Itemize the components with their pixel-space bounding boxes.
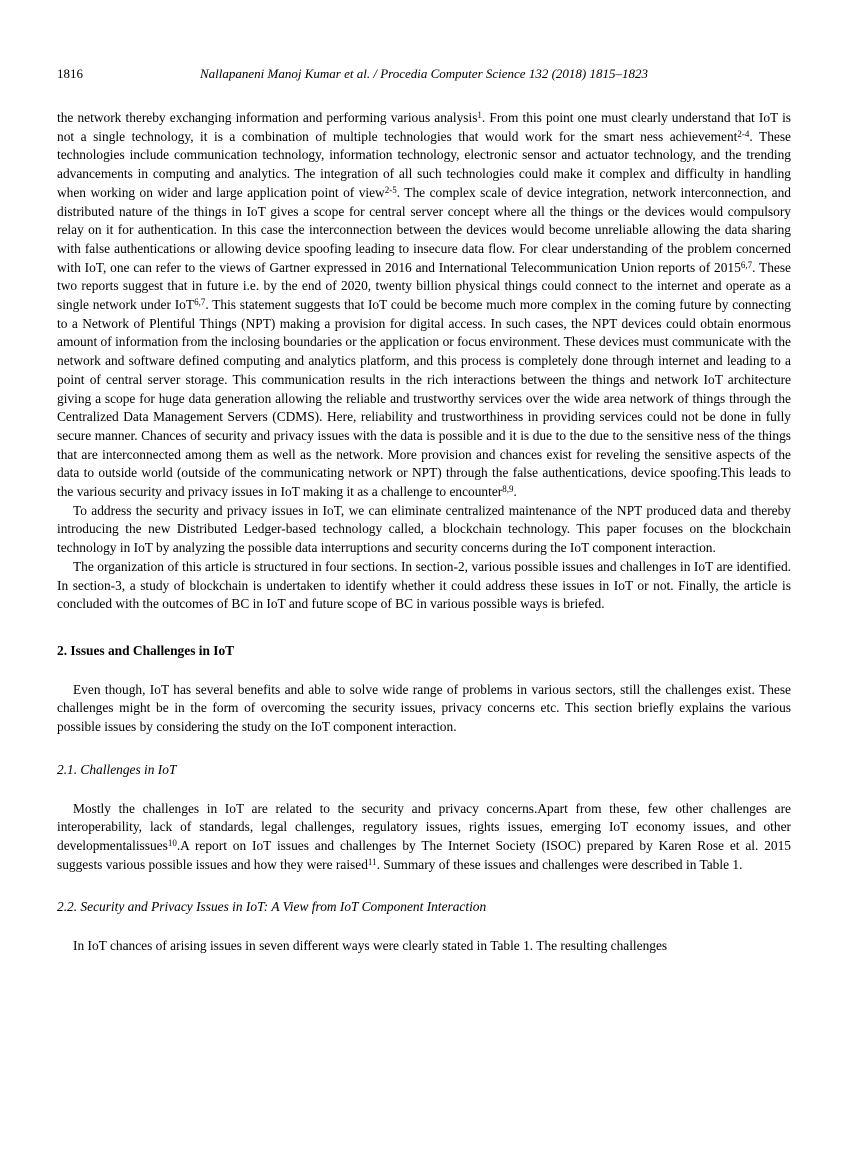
text-segment: Mostly the challenges in IoT are related to the security and privacy concerns.Apart from these, few other challenges are interoperability, lack of standards, legal challenges, regulatory issues, rights issues, emerging IoT economy issues, and other developmentalissues	[57, 800, 791, 853]
subsection-heading: 2.1. Challenges in IoT	[57, 761, 177, 777]
text-segment: . Summary of these issues and challenges were described in Table 1.	[376, 856, 743, 872]
text-segment: . From this point one must clearly understand that IoT is not a single technology, it is a combination of multiple technologies that would work for the smart ness achievement	[57, 110, 792, 144]
running-title: Nallapaneni Manoj Kumar et al. / Procedia Computer Science 132 (2018) 1815–1823	[200, 66, 648, 81]
page-header	[57, 66, 791, 82]
section-heading: 2. Issues and Challenges in IoT	[57, 642, 235, 658]
text-segment: . This statement suggests that IoT could be become much more complex in the coming future by connecting to a Network of Plentiful Things (NPT) making a provision for digital access. In such cases, the NPT devices could obtain enormous amount of information from the inclosing boundaries or the application or focus environment. These devices must communicate with the network and software defined computing and analytics platform, and this process is completely done through internet and leading to a point of central server storage. This communication results in the rich interactions between the things and network IoT architecture giving a scope for huge data generation allowing the reliable and trustworthy services over the wide area network of things through the Centralized Data Management Servers (CDMS). Here, reliability and trustworthiness in providing services could not be done in fully secure manner. Chances of security and privacy issues with the data is possible and it is due to the due to the sensitive ness of the things that are interconnected among them as well as the network. More provision and chances exist for reveling the sensitive aspects of the data to outside world (outside of the communicating network or NPT) through the false authentications, device spoofing.This leads to the various security and privacy issues in IoT making it as a challenge to encounter	[57, 297, 791, 500]
text-segment: To address the security and privacy issues in IoT, we can eliminate centralized maintenance of the NPT produced data and thereby introducing the new Distributed Ledger-based technology called, a blockchain technology. This paper focuses on the blockchain technology in IoT by analyzing the possible data interruptions and security concerns during the IoT component interaction.	[57, 502, 791, 556]
paragraph	[57, 109, 791, 502]
citation-superscript: 1	[477, 109, 482, 120]
article-content	[57, 109, 791, 956]
paragraph	[57, 502, 791, 558]
text-segment: In IoT chances of arising issues in seven different ways were clearly stated in Table 1. The resulting challenges	[73, 938, 668, 954]
text-segment: the network thereby exchanging information and performing various analysis	[57, 110, 478, 125]
paragraph	[57, 800, 791, 875]
citation-superscript: 2-5	[384, 184, 397, 195]
paragraph	[57, 937, 791, 956]
citation-superscript: 11	[367, 856, 377, 867]
text-segment: .	[513, 484, 517, 500]
text-segment: . These two reports suggest that in future i.e. by the end of 2020, twenty billion physical things could connect to the internet and operate as a single network under IoT	[57, 259, 791, 313]
text-segment: . The complex scale of device integration, network interconnection, and distributed nature of the things in IoT gives a scope for central server concept where all the things or the devices would compulsory relay on it for authentication. In this case the interconnection between the devices would become unreliable allowing the data sharing with false authentications or allowing device spoofing leading to insecure data flow. For clear understanding of the problem concerned with IoT, one can refer to the views of Gartner expressed in 2016 and International Telecommunication Union reports of 2015	[57, 184, 791, 275]
text-segment: . These technologies include communication technology, information technology, electronic sensor and actuator technology, and the trending advancements in computing and analytics. The integration of all such technologies could make it complex and difficulty in handling when working on wider and large application point of view	[57, 128, 791, 200]
text-segment: The organization of this article is structured in four sections. In section-2, various possible issues and challenges in IoT are identified. In section-3, a study of blockchain is undertaken to identify whether it could address these issues in IoT or not. Finally, the article is concluded with the outcomes of BC in IoT and future scope of BC in various possible ways is briefed.	[57, 558, 791, 612]
subsection-heading: 2.2. Security and Privacy Issues in IoT: A View from IoT Component Interaction	[57, 899, 487, 915]
citation-superscript: 10	[167, 837, 177, 848]
citation-superscript: 6,7	[740, 259, 753, 270]
paragraph	[57, 558, 791, 614]
citation-superscript: 8,9	[502, 484, 514, 495]
citation-superscript: 2-4	[737, 128, 750, 139]
citation-superscript: 6,7	[194, 296, 206, 307]
paragraph	[57, 681, 791, 737]
text-segment: Even though, IoT has several benefits and able to solve wide range of problems in various sectors, still the challenges exist. These challenges might be in the form of overcoming the security issues, privacy concerns etc. This section briefly explains the various possible issues by considering the study on the IoT component interaction.	[57, 681, 791, 735]
page-number: 1816	[57, 66, 83, 81]
text-segment: .A report on IoT issues and challenges by The Internet Society (ISOC) prepared by Karen Rose et al. 2015 suggests various possible issues and how they were raised	[57, 837, 791, 872]
